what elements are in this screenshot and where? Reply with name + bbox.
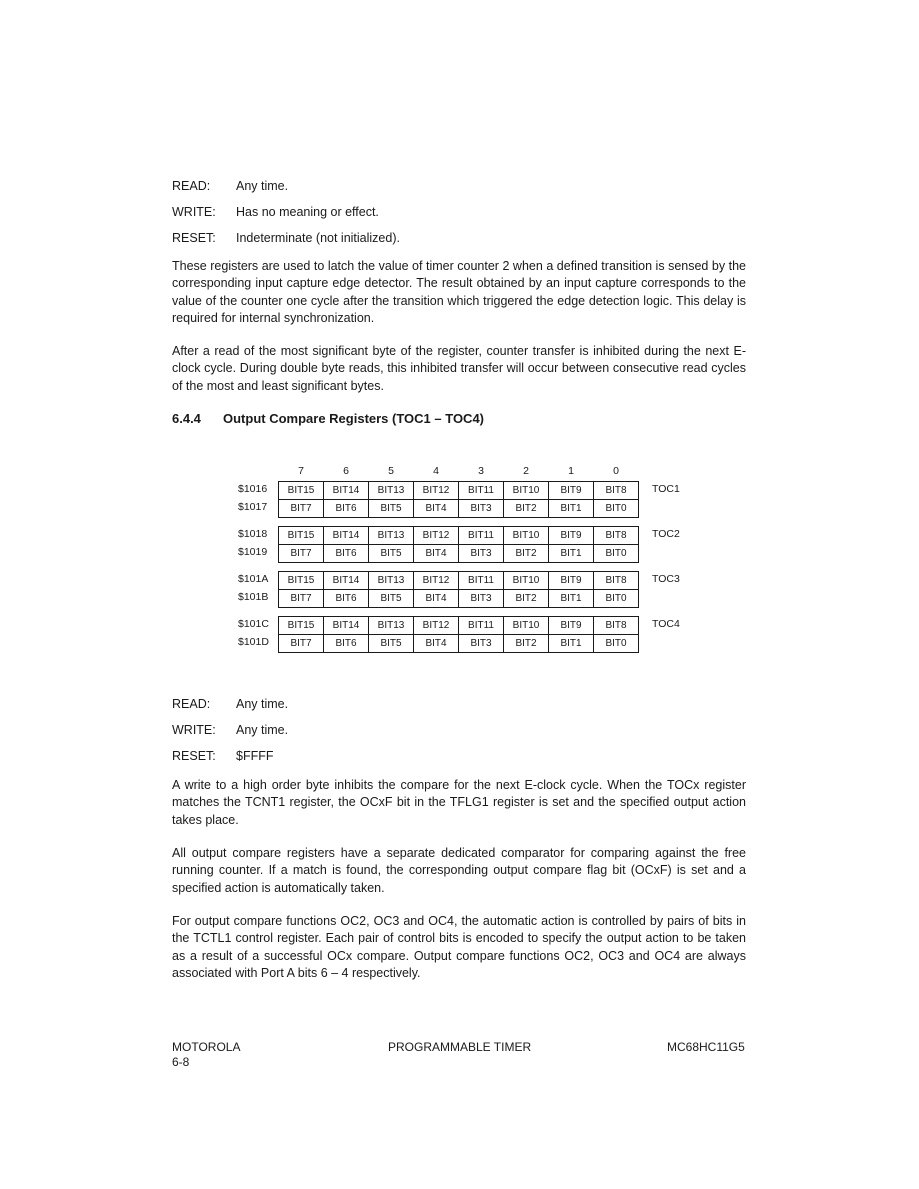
paragraph-write-inhibit: A write to a high order byte inhibits the compare for the next E-clock cycle. When the TOCx register matches the TCNT1 register, the OCxF bit in the TFLG1 register is set and the specified output action takes place.: [172, 778, 746, 827]
read-access-top: [172, 179, 288, 193]
bit-number-0: 0: [613, 465, 619, 477]
bit-cell: BIT1: [548, 590, 593, 607]
bit-cell: BIT9: [548, 572, 593, 589]
bit-cell: BIT7: [290, 503, 312, 514]
bit-cell: BIT10: [503, 572, 548, 589]
bit-cell: BIT10: [503, 617, 548, 634]
bit-cell: BIT2: [503, 590, 548, 607]
register-box: [278, 571, 639, 608]
bit-cell: BIT10: [503, 482, 548, 499]
bit-cell: BIT9: [548, 617, 593, 634]
bit-cell: BIT2: [503, 500, 548, 517]
bit-cell: BIT4: [413, 590, 458, 607]
bit-cell: BIT6: [323, 545, 368, 562]
bit-cell: BIT6: [323, 590, 368, 607]
footer-left: MOTOROLA: [172, 1040, 241, 1054]
footer-right: MC68HC11G5: [667, 1040, 745, 1054]
register-name: TOC1: [652, 483, 680, 495]
bit-cell: BIT14: [323, 482, 368, 499]
register-row: [279, 572, 638, 589]
section-title: Output Compare Registers (TOC1 – TOC4): [223, 411, 485, 426]
bit-number-5: 5: [388, 465, 394, 477]
bit-cell: BIT13: [368, 617, 413, 634]
bit-cell: BIT0: [593, 545, 638, 562]
register-address: $1017: [238, 501, 268, 513]
register-row: [279, 589, 638, 607]
bit-cell: BIT13: [368, 482, 413, 499]
register-row: [279, 544, 638, 562]
reset-access-bottom: [172, 749, 274, 763]
paragraph-comparator: All output compare registers have a separate dedicated comparator for comparing against the free running counter. If a match is found, the corresponding output compare flag bit (OCxF) is set and a specified action is automatically taken.: [172, 846, 746, 895]
bit-cell: BIT0: [593, 635, 638, 652]
read-label: READ:: [172, 179, 211, 193]
bit-cell: BIT5: [368, 545, 413, 562]
reset-value: $FFFF: [236, 749, 274, 763]
bit-cell: BIT9: [548, 527, 593, 544]
bit-cell: BIT12: [413, 482, 458, 499]
paragraph-automatic-action: For output compare functions OC2, OC3 and OC4, the automatic action is controlled by pairs of bits in the TCTL1 control register. Each pair of control bits is encoded to specify the output action to be taken as a result of a successful OCx compare. Output compare functions OC2, OC3 and OC4 are always associated with Port A bits 6 – 4 respectively.: [172, 914, 746, 980]
bit-cell: BIT5: [368, 635, 413, 652]
read-value: Any time.: [236, 179, 289, 193]
bit-cell: BIT1: [548, 635, 593, 652]
bit-cell: BIT15: [287, 575, 315, 586]
bit-cell: BIT6: [323, 500, 368, 517]
bit-cell: BIT8: [593, 527, 638, 544]
write-label: WRITE:: [172, 723, 216, 737]
bit-cell: BIT10: [503, 527, 548, 544]
bit-number-3: 3: [478, 465, 484, 477]
register-row: [279, 499, 638, 517]
reset-label: RESET:: [172, 749, 216, 763]
bit-cell: BIT7: [290, 638, 312, 649]
bit-cell: BIT3: [458, 635, 503, 652]
bit-cell: BIT11: [458, 527, 503, 544]
bit-cell: BIT13: [368, 527, 413, 544]
register-address: $1018: [238, 528, 268, 540]
write-access-bottom: [172, 723, 288, 737]
bit-cell: BIT15: [287, 620, 315, 631]
bit-cell: BIT4: [413, 500, 458, 517]
bit-cell: BIT3: [458, 545, 503, 562]
register-address: $101B: [238, 591, 269, 603]
register-address: $101D: [238, 636, 269, 648]
register-row: [279, 617, 638, 634]
bit-cell: BIT15: [287, 485, 315, 496]
register-name: TOC3: [652, 573, 680, 585]
write-value: Has no meaning or effect.: [236, 205, 379, 219]
read-access-bottom: [172, 697, 288, 711]
bit-cell: BIT9: [548, 482, 593, 499]
register-box: [278, 616, 639, 653]
write-access-top: [172, 205, 379, 219]
bit-cell: BIT7: [290, 548, 312, 559]
bit-cell: BIT3: [458, 500, 503, 517]
bit-cell: BIT11: [458, 572, 503, 589]
footer-page-number: 6-8: [172, 1055, 190, 1069]
bit-cell: BIT12: [413, 572, 458, 589]
bit-cell: BIT13: [368, 572, 413, 589]
section-number: 6.4.4: [172, 411, 201, 426]
bit-cell: BIT12: [413, 527, 458, 544]
reset-access-top: [172, 231, 400, 245]
bit-cell: BIT0: [593, 590, 638, 607]
register-row: [279, 527, 638, 544]
bit-cell: BIT14: [323, 572, 368, 589]
bit-cell: BIT11: [458, 617, 503, 634]
bit-cell: BIT14: [323, 527, 368, 544]
section-heading: [172, 411, 484, 426]
bit-cell: BIT8: [593, 482, 638, 499]
register-address: $1016: [238, 483, 268, 495]
reset-label: RESET:: [172, 231, 216, 245]
bit-number-4: 4: [433, 465, 439, 477]
register-address: $101C: [238, 618, 269, 630]
bit-cell: BIT1: [548, 500, 593, 517]
reset-value: Indeterminate (not initialized).: [236, 231, 400, 245]
register-name: TOC2: [652, 528, 680, 540]
register-address: $1019: [238, 546, 268, 558]
write-label: WRITE:: [172, 205, 216, 219]
bit-number-1: 1: [568, 465, 574, 477]
bit-cell: BIT14: [323, 617, 368, 634]
bit-cell: BIT12: [413, 617, 458, 634]
register-box: [278, 481, 639, 518]
bit-cell: BIT8: [593, 572, 638, 589]
bit-cell: BIT2: [503, 545, 548, 562]
footer-center: PROGRAMMABLE TIMER: [388, 1040, 532, 1054]
bit-cell: BIT4: [413, 635, 458, 652]
bit-number-2: 2: [523, 465, 529, 477]
bit-cell: BIT7: [290, 593, 312, 604]
read-value: Any time.: [236, 697, 289, 711]
write-value: Any time.: [236, 723, 289, 737]
bit-cell: BIT5: [368, 500, 413, 517]
register-row: [279, 634, 638, 652]
paragraph-latch: These registers are used to latch the value of timer counter 2 when a defined transition is sensed by the corresponding input capture edge detector. The result obtained by an input capture corresponds to the value of the counter one cycle after the transition which triggered the edge detection logic. This delay is required for internal synchronization.: [172, 259, 746, 325]
register-name: TOC4: [652, 618, 680, 630]
bit-cell: BIT0: [593, 500, 638, 517]
bit-number-6: 6: [343, 465, 349, 477]
bit-cell: BIT6: [323, 635, 368, 652]
paragraph-read-inhibit: After a read of the most significant byte of the register, counter transfer is inhibited during the next E-clock cycle. During double byte reads, this inhibited transfer will occur between consecutive read cycles of the most and least significant bytes.: [172, 344, 746, 393]
register-box: [278, 526, 639, 563]
bit-cell: BIT5: [368, 590, 413, 607]
bit-cell: BIT8: [593, 617, 638, 634]
bit-cell: BIT4: [413, 545, 458, 562]
bit-number-7: 7: [298, 465, 304, 477]
bit-cell: BIT15: [287, 530, 315, 541]
bit-cell: BIT3: [458, 590, 503, 607]
bit-cell: BIT11: [458, 482, 503, 499]
read-label: READ:: [172, 697, 211, 711]
bit-cell: BIT1: [548, 545, 593, 562]
bit-cell: BIT2: [503, 635, 548, 652]
register-address: $101A: [238, 573, 269, 585]
register-row: [279, 482, 638, 499]
